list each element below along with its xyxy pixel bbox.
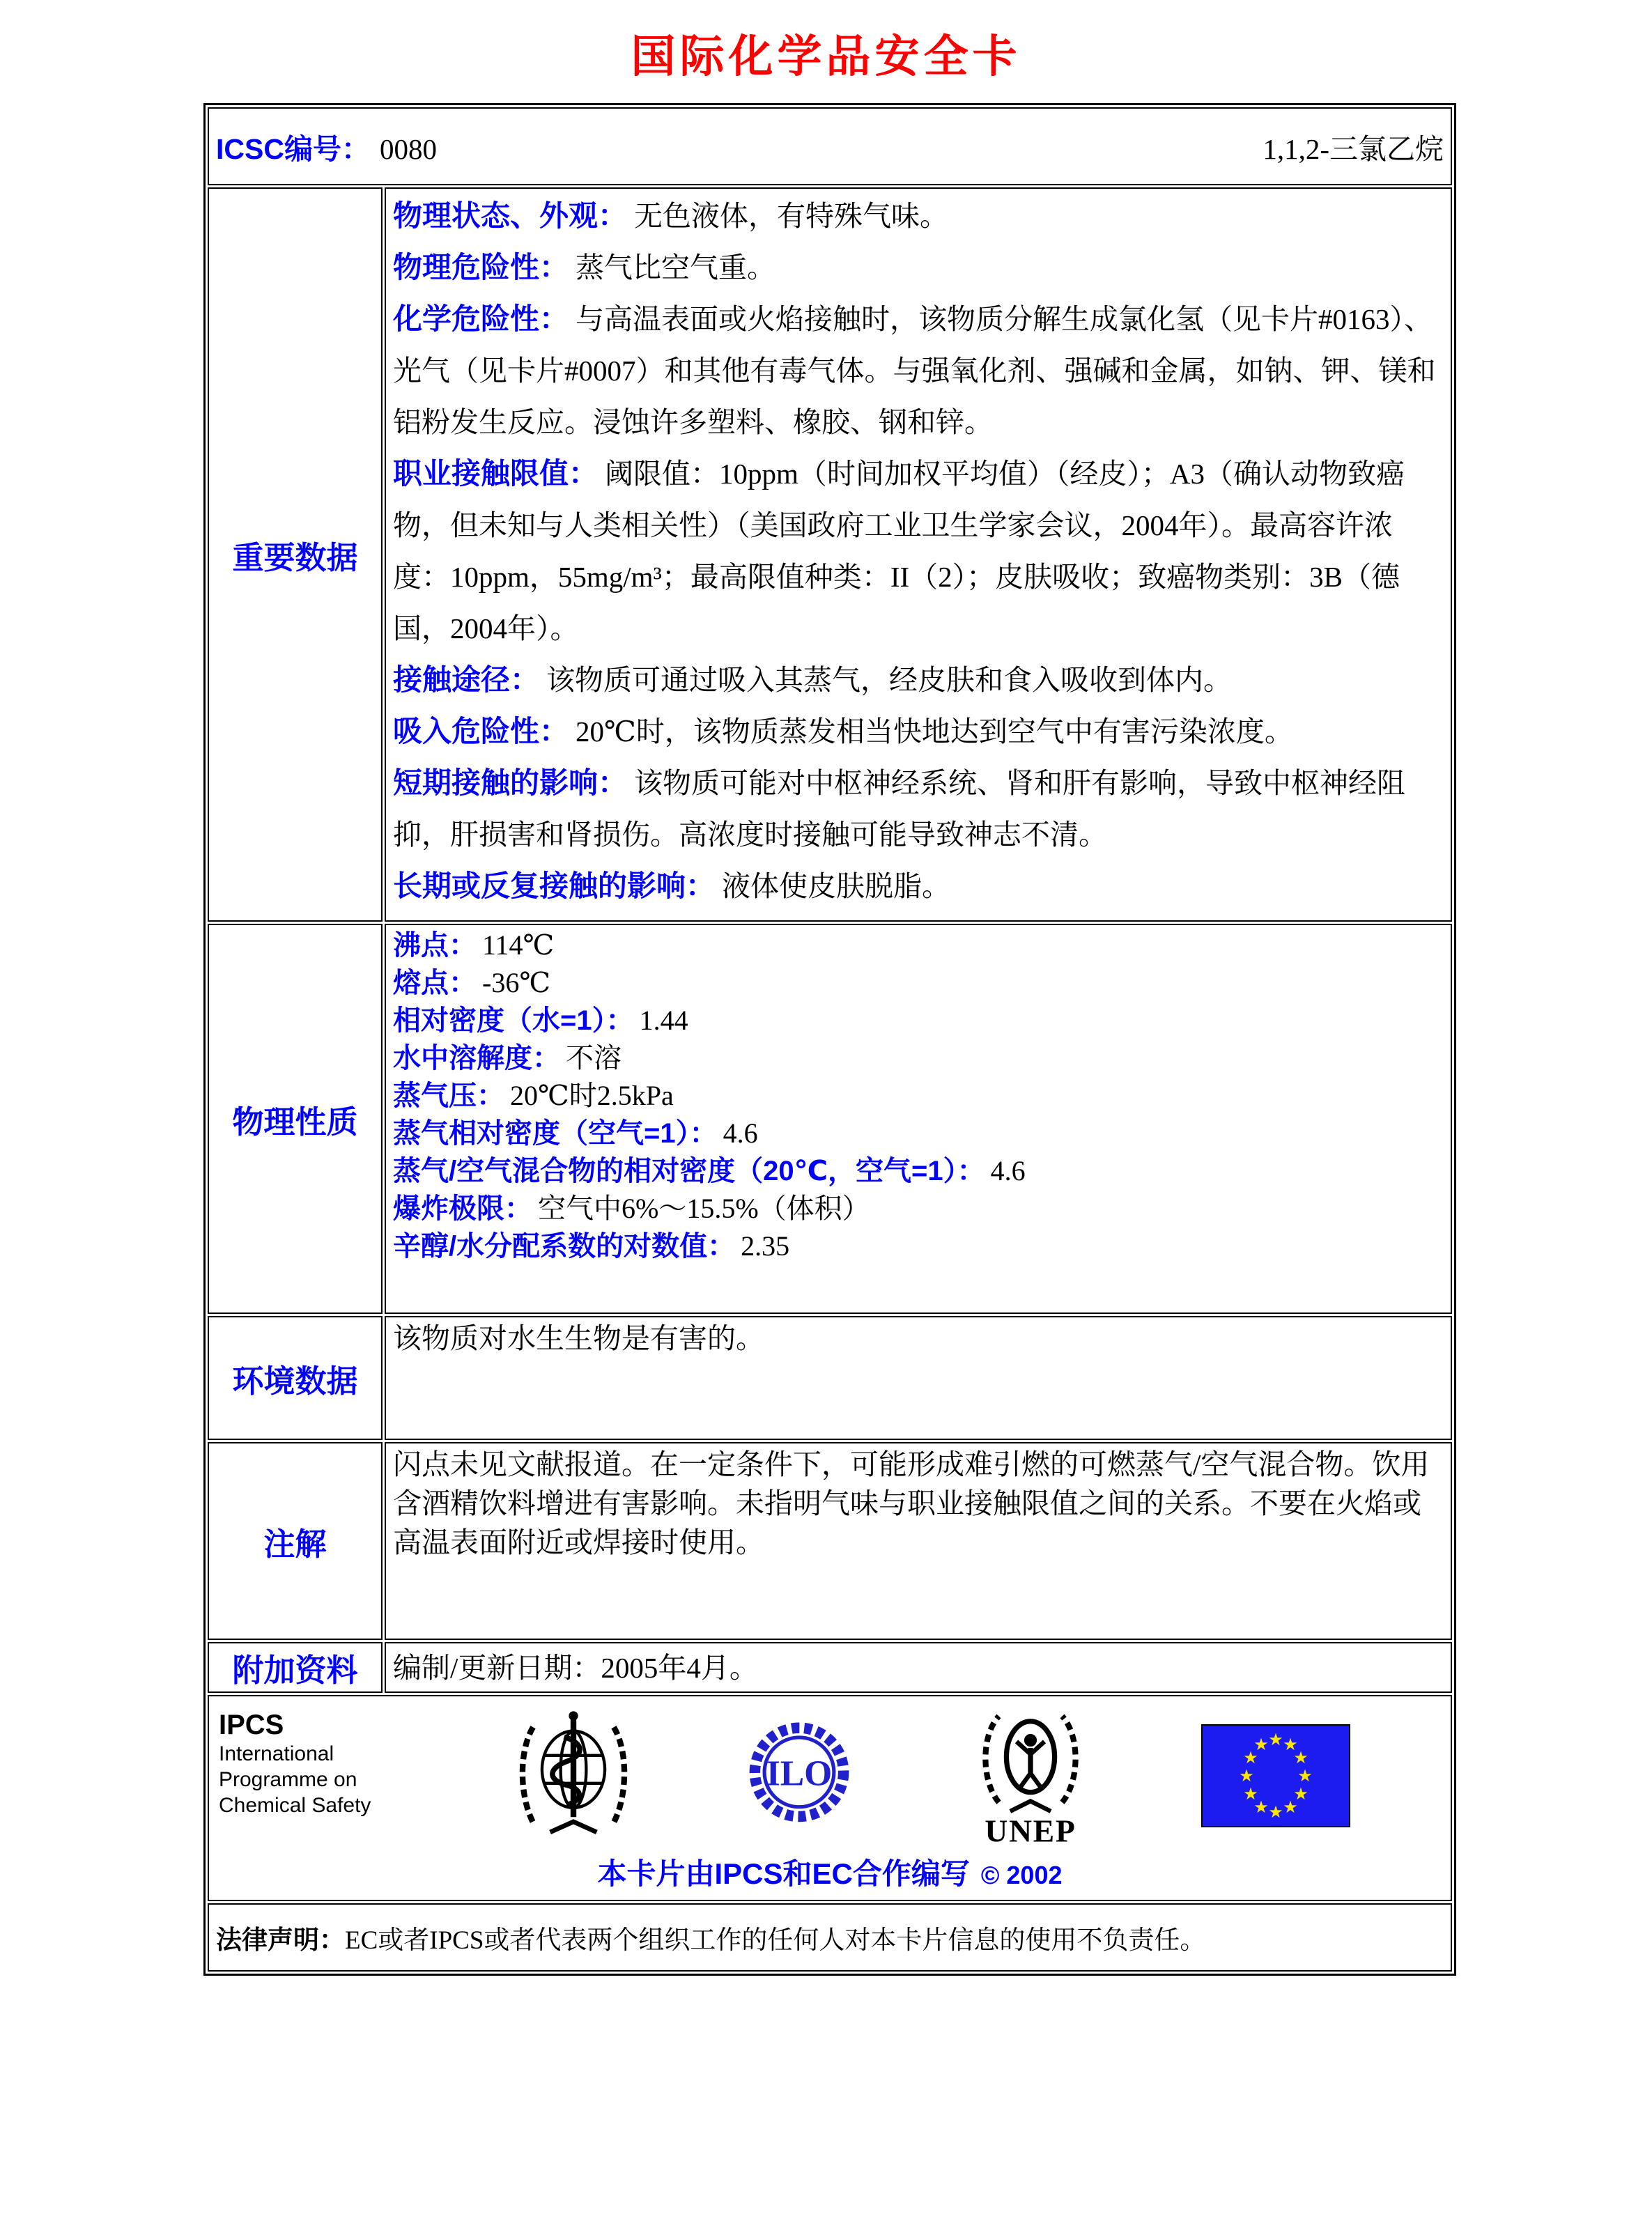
property-value: 空气中6%～15.5%（体积） — [538, 1193, 870, 1224]
property-value: 2.35 — [741, 1230, 790, 1262]
property-value: -36℃ — [482, 967, 551, 998]
icsc-number-group — [216, 126, 437, 167]
footer-row — [208, 1695, 1452, 1901]
property-label: 蒸气/空气混合物的相对密度（20℃，空气=1）： — [393, 1156, 985, 1186]
eu-star-icon: ★ — [1293, 1748, 1309, 1767]
eu-star-icon: ★ — [1268, 1802, 1283, 1822]
eu-star-icon: ★ — [1297, 1766, 1313, 1786]
eu-star-icon: ★ — [1283, 1797, 1298, 1817]
unep-logo-icon — [967, 1703, 1094, 1848]
property-value: 1.44 — [639, 1005, 688, 1036]
field-label: 职业接触限值： — [393, 457, 599, 490]
important-item — [393, 757, 1444, 860]
additional-info-content: 编制/更新日期：2005年4月。 — [385, 1642, 1452, 1693]
property-value: 114℃ — [482, 929, 555, 961]
unep-letters: UNEP — [984, 1813, 1076, 1848]
property-value: 20℃时2.5kPa — [510, 1080, 674, 1111]
important-data-content — [385, 187, 1452, 922]
property-label: 蒸气相对密度（空气=1）： — [393, 1118, 718, 1149]
eu-star-icon: ★ — [1243, 1748, 1258, 1767]
property-line — [393, 1002, 1444, 1039]
field-label: 长期或反复接触的影响： — [393, 869, 716, 902]
footer-caption-text: 本卡片由IPCS和EC合作编写 — [597, 1857, 970, 1890]
property-value: 不溶 — [566, 1042, 622, 1074]
property-line — [393, 1228, 1444, 1265]
property-value: 4.6 — [990, 1155, 1026, 1186]
field-label: 化学危险性： — [393, 302, 569, 335]
who-logo-icon — [515, 1709, 632, 1843]
eu-star-icon: ★ — [1268, 1730, 1283, 1749]
section-label-additional-info: 附加资料 — [208, 1642, 383, 1693]
property-label: 熔点： — [393, 968, 477, 998]
property-label: 相对密度（水=1）： — [393, 1005, 634, 1036]
property-label: 辛醇/水分配系数的对数值： — [393, 1231, 736, 1262]
property-value: 4.6 — [723, 1117, 758, 1149]
ilo-logo-icon — [739, 1714, 859, 1837]
property-label: 水中溶解度： — [393, 1043, 560, 1074]
ipcs-text-block — [219, 1709, 407, 1818]
important-item — [393, 860, 1444, 912]
eu-flag-icon — [1201, 1724, 1350, 1827]
field-text: 该物质可通过吸入其蒸气，经皮肤和食入吸收到体内。 — [546, 664, 1233, 696]
property-line — [393, 1039, 1444, 1077]
page-title: 国际化学品安全卡 — [631, 31, 1021, 82]
important-item — [393, 190, 1444, 242]
eu-star-icon: ★ — [1293, 1784, 1309, 1804]
section-label-important-data: 重要数据 — [208, 187, 383, 922]
eu-star-icon: ★ — [1253, 1735, 1269, 1754]
legal-row — [208, 1903, 1452, 1972]
field-label: 吸入危险性： — [393, 715, 569, 748]
eu-star-icon: ★ — [1283, 1735, 1298, 1754]
eu-star-icon: ★ — [1253, 1797, 1269, 1817]
notes-row — [208, 1442, 1452, 1640]
legal-text: EC或者IPCS或者代表两个组织工作的任何人对本卡片信息的使用不负责任。 — [345, 1926, 1206, 1955]
property-line — [393, 1115, 1444, 1152]
field-text: 该物质可能对中枢神经系统、肾和肝有影响，导致中枢神经阻抑，肝损害和肾损伤。高浓度时接触可能导致神志不清。 — [393, 767, 1406, 851]
important-item — [393, 242, 1444, 293]
ipcs-line: International — [219, 1742, 334, 1765]
property-line — [393, 927, 1444, 964]
field-label: 物理危险性： — [393, 251, 569, 284]
field-label: 物理状态、外观： — [393, 199, 628, 232]
field-text: 无色液体，有特殊气味。 — [634, 200, 949, 232]
environmental-data-content: 该物质对水生生物是有害的。 — [385, 1316, 1452, 1440]
important-item — [393, 706, 1444, 757]
header-cell — [208, 107, 1452, 185]
important-data-row — [208, 187, 1452, 922]
property-label: 爆炸极限： — [393, 1193, 532, 1224]
notes-content: 闪点未见文献报道。在一定条件下，可能形成难引燃的可燃蒸气/空气混合物。饮用含酒精饮料增进有害影响。未指明气味与职业接触限值之间的关系。不要在火焰或高温表面附近或焊接时使用。 — [385, 1442, 1452, 1640]
property-label: 沸点： — [393, 930, 477, 961]
important-item — [393, 654, 1444, 706]
chemical-name: 1,1,2-三氯乙烷 — [1263, 132, 1444, 165]
logo-row — [219, 1703, 1441, 1848]
section-label-physical-properties: 物理性质 — [208, 924, 383, 1314]
field-text: 阈限值：10ppm（时间加权平均值）（经皮）；A3（确认动物致癌物，但未知与人类相关性）（美国政府工业卫生学家会议，2004年）。最高容许浓度：10ppm，55mg/m³；最高限值种类：II（2）；皮肤吸收；致癌物类别：3B（德国，2004年）。 — [393, 458, 1405, 644]
property-line — [393, 1190, 1444, 1228]
header-row — [208, 107, 1452, 185]
legal-cell — [208, 1903, 1452, 1972]
additional-info-row — [208, 1642, 1452, 1693]
property-label: 蒸气压： — [393, 1081, 504, 1111]
section-label-notes: 注解 — [208, 1442, 383, 1640]
important-item — [393, 293, 1444, 448]
eu-star-icon: ★ — [1243, 1784, 1258, 1804]
field-label: 接触途径： — [393, 663, 540, 696]
property-line — [393, 1077, 1444, 1115]
icsc-number-label: ICSC编号： — [216, 132, 370, 165]
environmental-data-row — [208, 1316, 1452, 1440]
important-item — [393, 448, 1444, 654]
physical-properties-content — [385, 924, 1452, 1314]
physical-properties-row — [208, 924, 1452, 1314]
footer-caption — [219, 1851, 1441, 1893]
ipcs-acronym: IPCS — [219, 1710, 284, 1740]
field-text: 与高温表面或火焰接触时，该物质分解生成氯化氢（见卡片#0163）、光气（见卡片#0007）和其他有毒气体。与强氧化剂、强碱和金属，如钠、钾、镁和铝粉发生反应。浸蚀许多塑料、橡胶、钢和锌。 — [393, 303, 1436, 438]
legal-label: 法律声明： — [216, 1926, 345, 1954]
footer-copyright: © 2002 — [980, 1861, 1063, 1889]
field-text: 液体使皮肤脱脂。 — [722, 870, 951, 902]
property-line — [393, 1152, 1444, 1190]
field-text: 蒸气比空气重。 — [576, 251, 776, 284]
field-text: 20℃时，该物质蒸发相当快地达到空气中有害污染浓度。 — [576, 715, 1293, 748]
field-label: 短期接触的影响： — [393, 766, 628, 799]
icsc-card-table — [203, 103, 1456, 1976]
eu-star-icon: ★ — [1239, 1766, 1254, 1786]
property-line — [393, 964, 1444, 1002]
icsc-number-value: 0080 — [379, 132, 437, 165]
section-label-environmental-data: 环境数据 — [208, 1316, 383, 1440]
footer-cell — [208, 1695, 1452, 1901]
ilo-letters: ILO — [766, 1753, 833, 1794]
ipcs-line: Chemical Safety — [219, 1794, 371, 1817]
ipcs-line: Programme on — [219, 1768, 357, 1791]
